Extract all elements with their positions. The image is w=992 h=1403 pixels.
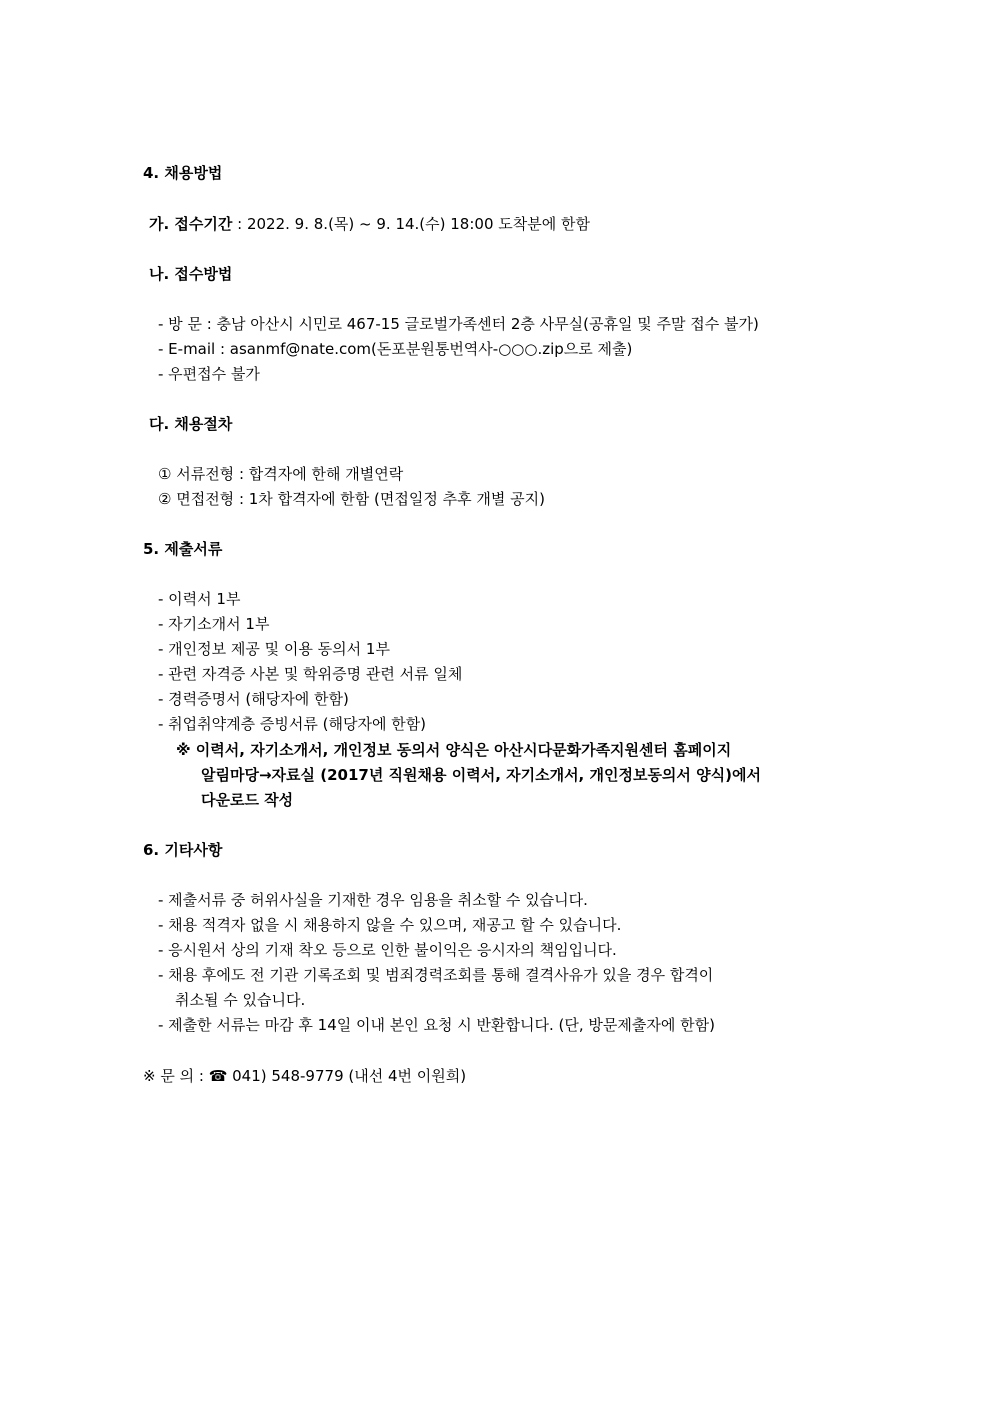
contact-line bbox=[143, 1066, 466, 1086]
form-note-line-2: 알림마당→자료실 (2017년 직원채용 이력서, 자기소개서, 개인정보동의서 양식)에서 bbox=[201, 766, 761, 784]
document-item: - 관련 자격증 사본 및 학위증명 관련 서류 일체 bbox=[158, 665, 463, 683]
contact-label: ※ 문 의 : bbox=[143, 1067, 209, 1085]
receipt-method-email: - E-mail : asanmf@nate.com(돈포분원통번역사-○○○.zip으로 제출) bbox=[158, 340, 633, 358]
document-item: - 경력증명서 (해당자에 한함) bbox=[158, 690, 349, 708]
receipt-period-text: : 2022. 9. 8.(목) ~ 9. 14.(수) 18:00 도착분에 한함 bbox=[232, 215, 590, 233]
receipt-method-visit: - 방 문 : 충남 아산시 시민로 467-15 글로벌가족센터 2층 사무실(공휴일 및 주말 접수 불가) bbox=[158, 315, 759, 333]
receipt-period-label: 가. 접수기간 bbox=[149, 215, 233, 233]
contact-phone: 041) 548-9779 (내선 4번 이원희) bbox=[227, 1067, 467, 1085]
notice-item: - 채용 후에도 전 기관 기록조회 및 범죄경력조회를 통해 결격사유가 있을 경우 합격이 bbox=[158, 966, 714, 984]
form-note-line-1: ※ 이력서, 자기소개서, 개인정보 동의서 양식은 아산시다문화가족지원센터 홈페이지 bbox=[176, 741, 732, 759]
notice-item: - 채용 적격자 없을 시 채용하지 않을 수 있으며, 재공고 할 수 있습니다. bbox=[158, 916, 622, 934]
notice-item: - 제출서류 중 허위사실을 기재한 경우 임용을 취소할 수 있습니다. bbox=[158, 891, 588, 909]
section-6-title: 6. 기타사항 bbox=[143, 841, 223, 859]
form-note-line-3: 다운로드 작성 bbox=[201, 791, 294, 809]
notice-item: - 응시원서 상의 기재 착오 등으로 인한 불이익은 응시자의 책임입니다. bbox=[158, 941, 617, 959]
phone-icon: ☎ bbox=[208, 1067, 228, 1085]
notice-item-continuation: 취소될 수 있습니다. bbox=[175, 991, 306, 1009]
procedure-step-1: ① 서류전형 : 합격자에 한해 개별연락 bbox=[158, 465, 404, 483]
document-item: - 이력서 1부 bbox=[158, 590, 241, 608]
procedure-step-2: ② 면접전형 : 1차 합격자에 한함 (면접일정 추후 개별 공지) bbox=[158, 490, 545, 508]
receipt-period bbox=[149, 214, 590, 234]
document-item: - 자기소개서 1부 bbox=[158, 615, 270, 633]
section-5-title: 5. 제출서류 bbox=[143, 540, 223, 558]
receipt-method-mail: - 우편접수 불가 bbox=[158, 365, 260, 383]
document-item: - 취업취약계층 증빙서류 (해당자에 한함) bbox=[158, 715, 427, 733]
hiring-procedure-title: 다. 채용절차 bbox=[149, 415, 233, 433]
document-item: - 개인정보 제공 및 이용 동의서 1부 bbox=[158, 640, 390, 658]
section-4-title: 4. 채용방법 bbox=[143, 164, 223, 182]
receipt-method-title: 나. 접수방법 bbox=[149, 265, 233, 283]
notice-item: - 제출한 서류는 마감 후 14일 이내 본인 요청 시 반환합니다. (단, 방문제출자에 한함) bbox=[158, 1016, 715, 1034]
